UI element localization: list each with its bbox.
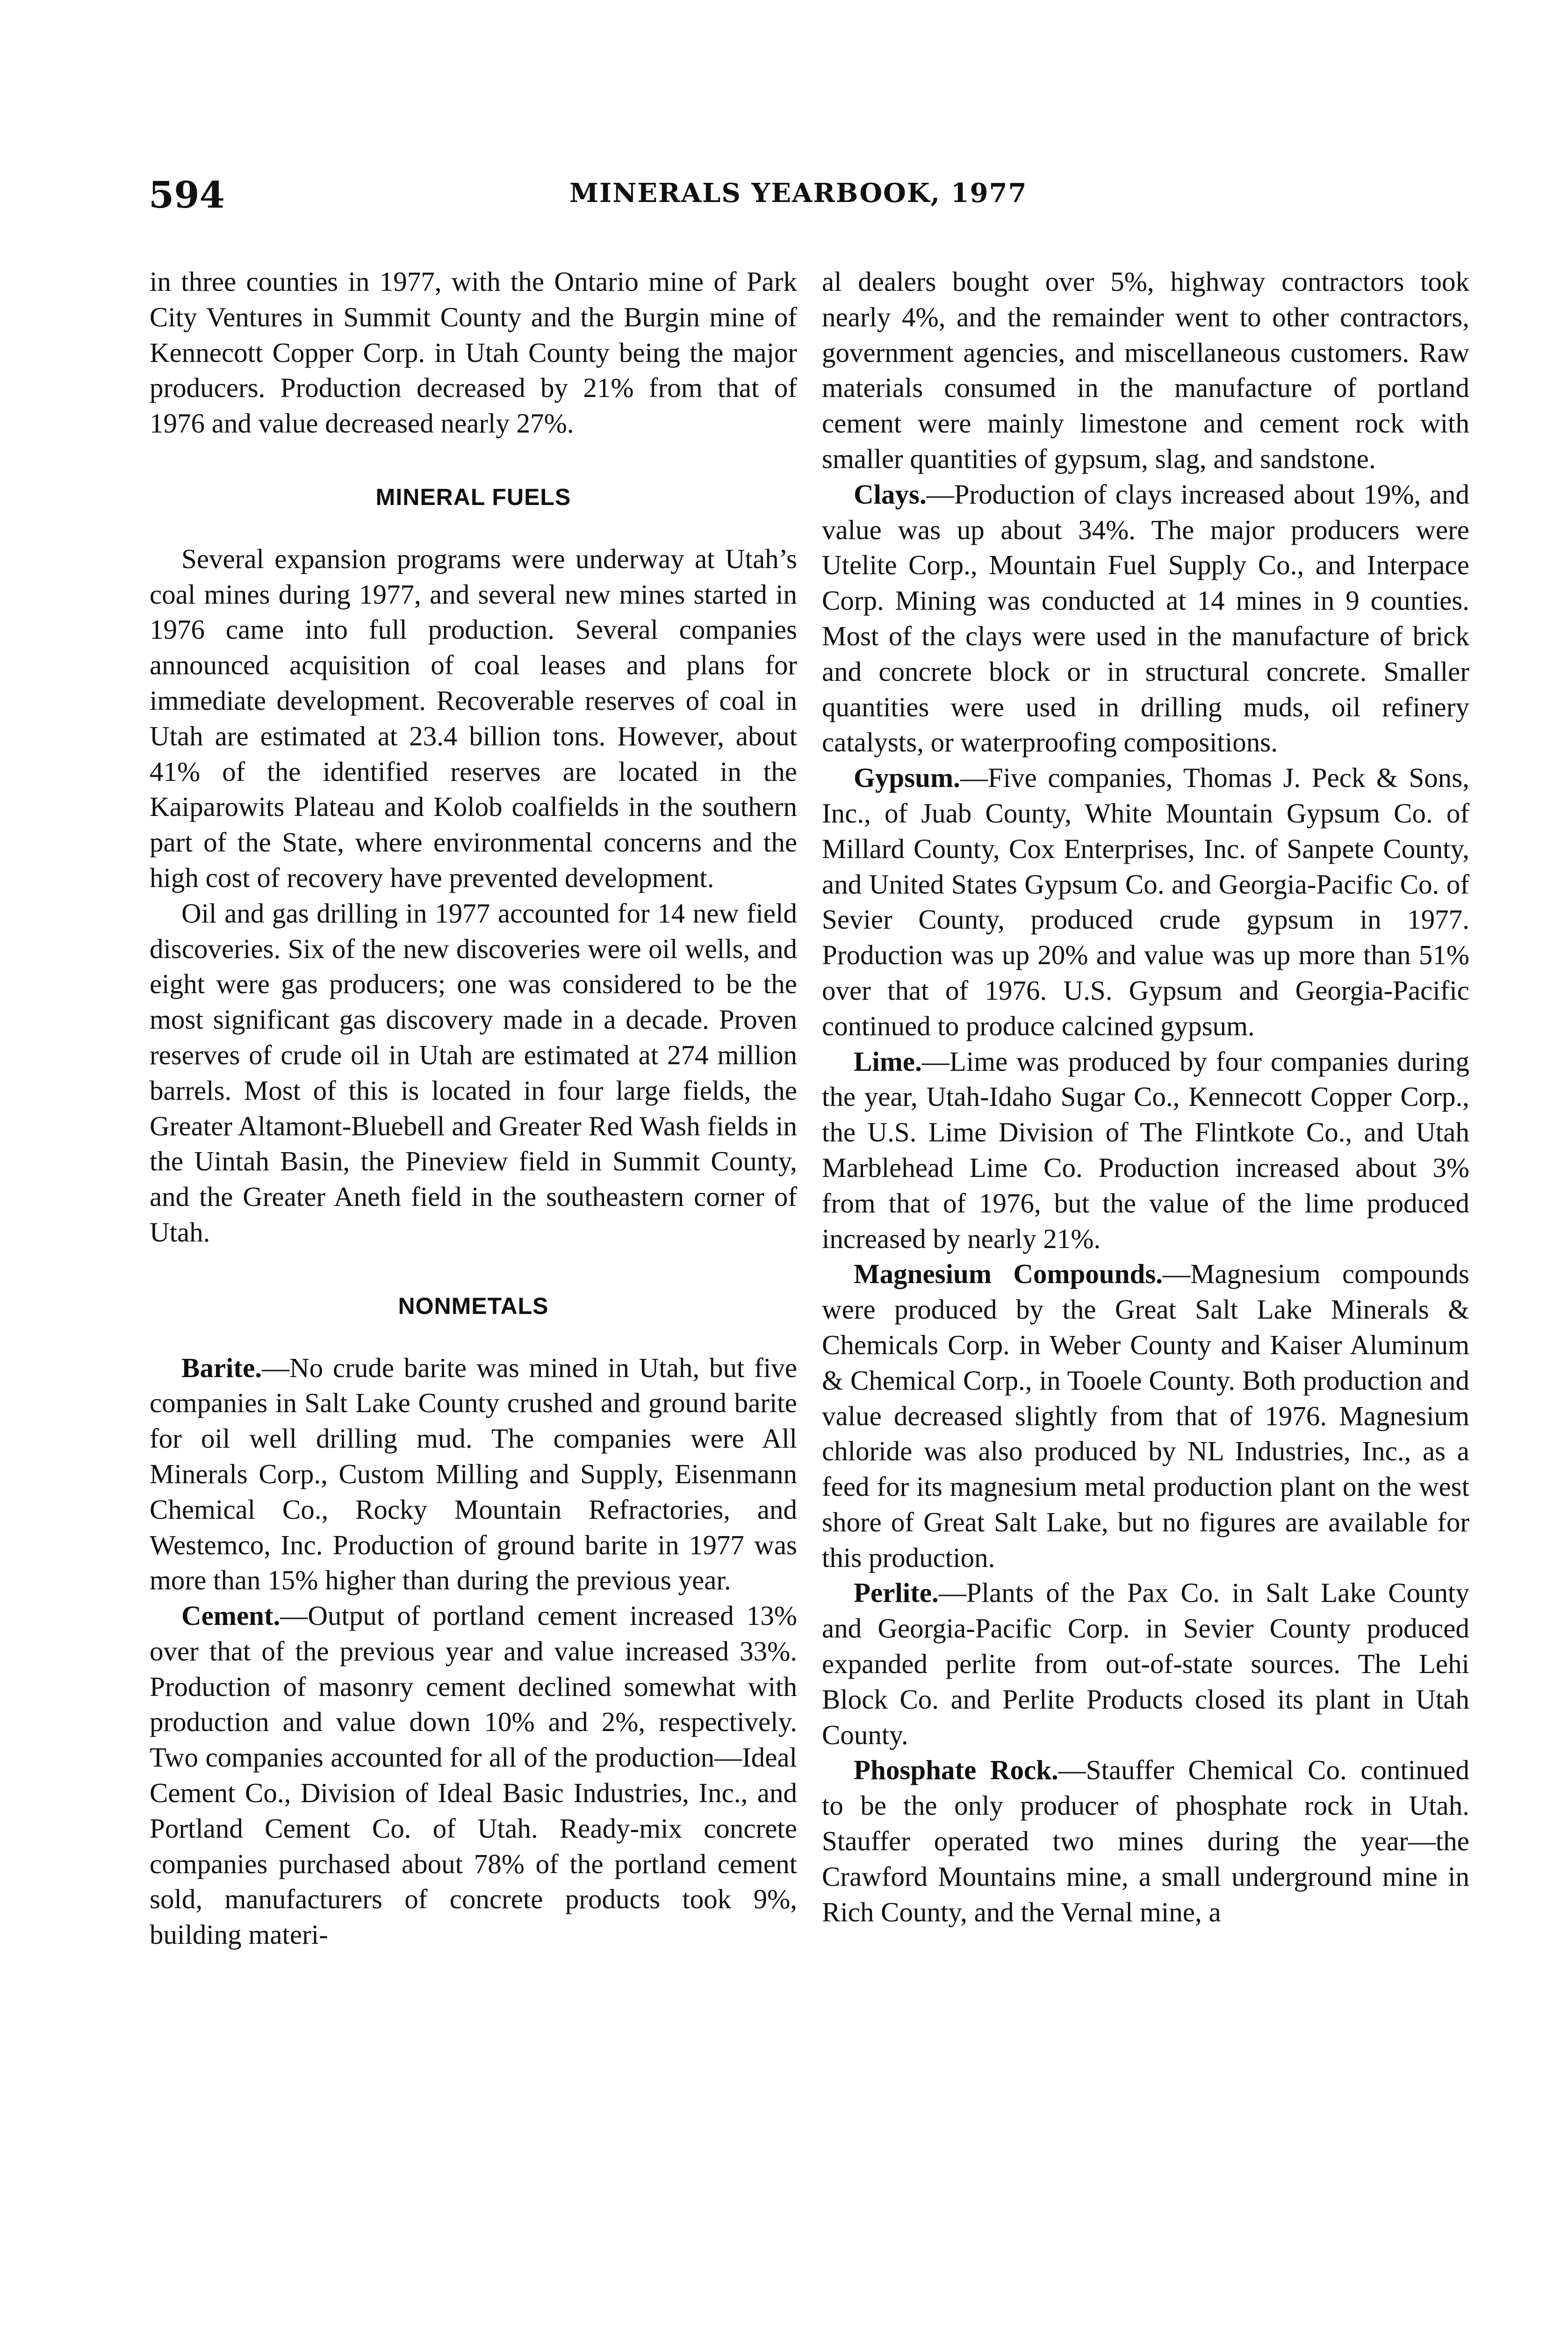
paragraph-perlite — [822, 1575, 1469, 1753]
paragraph-barite — [150, 1350, 797, 1599]
phosphate-text: —Stauffer Chemical Co. continued to be the only producer of phosphate rock in Utah. Stauffer operated two mines during the year—the Crawford Mountains mine, a small underground mine in Rich County, and the Vernal mine, a — [822, 1754, 1469, 1927]
paragraph-clays — [822, 477, 1469, 760]
running-title: MINERALS YEARBOOK, 1977 — [569, 178, 1028, 209]
paragraph-gypsum — [822, 760, 1469, 1044]
cement-title: Cement. — [181, 1600, 281, 1631]
cement-text: —Output of portland cement increased 13% over that of the previous year and value increased 33%. Production of masonry cement declined somewhat with production and value down 10% and 2%, respectively. Two companies accounted for all of the production—Ideal Cement Co., Division of Ideal Basic Industries, Inc., and Portland Cement Co. of Utah. Ready-mix concrete companies purchased about 78% of the portland cement sold, manufacturers of concrete products took 9%, building materi- — [150, 1600, 797, 1950]
paragraph-magnesium — [822, 1256, 1469, 1575]
phosphate-title: Phosphate Rock. — [854, 1754, 1058, 1786]
paragraph-lime — [822, 1044, 1469, 1257]
gypsum-title: Gypsum. — [854, 762, 960, 794]
clays-title: Clays. — [854, 478, 927, 510]
gypsum-text: —Five companies, Thomas J. Peck & Sons, Inc., of Juab County, White Mountain Gypsum Co. of Millard County, Cox Enterprises, Inc. of Sanpete County, and United States Gypsum Co. and Georgia-Pacific Co. of Sevier County, produced crude gypsum in 1977. Production was up 20% and value was up more than 51% over that of 1976. U.S. Gypsum and Georgia-Pacific continued to produce calcined gypsum. — [822, 762, 1469, 1041]
lime-title: Lime. — [854, 1046, 922, 1077]
clays-text: —Production of clays increased about 19%, and value was up about 34%. The major producers were Utelite Corp., Mountain Fuel Supply Co., and Interpace Corp. Mining was conducted at 14 mines in 9 counties. Most of the clays were used in the manufacture of brick and concrete block or in structural concrete. Smaller quantities were used in drilling muds, oil refinery catalysts, or waterproofing compositions. — [822, 478, 1469, 758]
paragraph-lead: in three counties in 1977, with the Ontario mine of Park City Ventures in Summit County and the Burgin mine of Kennecott Copper Corp. in Utah County being the major producers. Production decreased by 21% from that of 1976 and value decreased nearly 27%. — [150, 266, 797, 439]
left-column — [150, 264, 797, 1953]
lime-text: —Lime was produced by four companies during the year, Utah-Idaho Sugar Co., Kennecott Copper Corp., the U.S. Lime Division of The Flintkote Co., and Utah Marblehead Lime Co. Production increased about 3% from that of 1976, but the value of the lime produced increased by nearly 21%. — [822, 1046, 1469, 1254]
barite-text: —No crude barite was mined in Utah, but five companies in Salt Lake County crushed and ground barite for oil well drilling mud. The companies were All Minerals Corp., Custom Milling and Supply, Eisenmann Chemical Co., Rocky Mountain Refractories, and Westemco, Inc. Production of ground barite in 1977 was more than 15% higher than during the previous year. — [150, 1352, 797, 1596]
paragraph-cement — [150, 1598, 797, 1953]
paragraph-coal: Several expansion programs were underway at Utah’s coal mines during 1977, and several new mines started in 1976 came into full production. Several companies announced acquisition of coal leases and plans for immediate development. Recoverable reserves of coal in Utah are estimated at 23.4 billion tons. However, about 41% of the identified reserves are located in the Kaiparowits Plateau and Kolob coalfields in the southern part of the State, where environmental concerns and the high cost of recovery have prevented development. — [150, 543, 797, 893]
magnesium-title: Magnesium Compounds. — [854, 1258, 1163, 1290]
perlite-text: —Plants of the Pax Co. in Salt Lake County and Georgia-Pacific Corp. in Sevier County produced expanded perlite from out-of-state sources. The Lehi Block Co. and Perlite Products closed its plant in Utah County. — [822, 1577, 1469, 1750]
page-header — [149, 174, 1032, 221]
magnesium-text: —Magnesium compounds were produced by the Great Salt Lake Minerals & Chemicals Corp. in Weber County and Kaiser Aluminum & Chemical Corp., in Tooele County. Both production and value decreased slightly from that of 1976. Magnesium chloride was also produced by NL Industries, Inc., as a feed for its magnesium metal production plant on the west shore of Great Salt Lake, but no figures are available for this production. — [822, 1258, 1469, 1573]
right-column — [822, 264, 1469, 1930]
heading-nonmetals: NONMETALS — [398, 1292, 549, 1319]
heading-mineral-fuels: MINERAL FUELS — [375, 483, 571, 510]
paragraph-phosphate — [822, 1753, 1469, 1930]
perlite-title: Perlite. — [854, 1577, 939, 1609]
paragraph-cement-continued: al dealers bought over 5%, highway contractors took nearly 4%, and the remainder went to other contractors, government agencies, and miscellaneous customers. Raw materials consumed in the manufacture of portland cement were mainly limestone and cement rock with smaller quantities of gypsum, slag, and sandstone. — [822, 266, 1469, 474]
page-number: 594 — [149, 174, 225, 216]
paragraph-oil-gas: Oil and gas drilling in 1977 accounted for 14 new field discoveries. Six of the new discoveries were oil wells, and eight were gas producers; one was considered to be the most significant gas discovery made in a decade. Proven reserves of crude oil in Utah are estimated at 274 million barrels. Most of this is located in four large fields, the Greater Altamont-Bluebell and Greater Red Wash fields in the Uintah Basin, the Pineview field in Summit County, and the Greater Aneth field in the southeastern corner of Utah. — [150, 897, 797, 1248]
barite-title: Barite. — [181, 1352, 262, 1383]
